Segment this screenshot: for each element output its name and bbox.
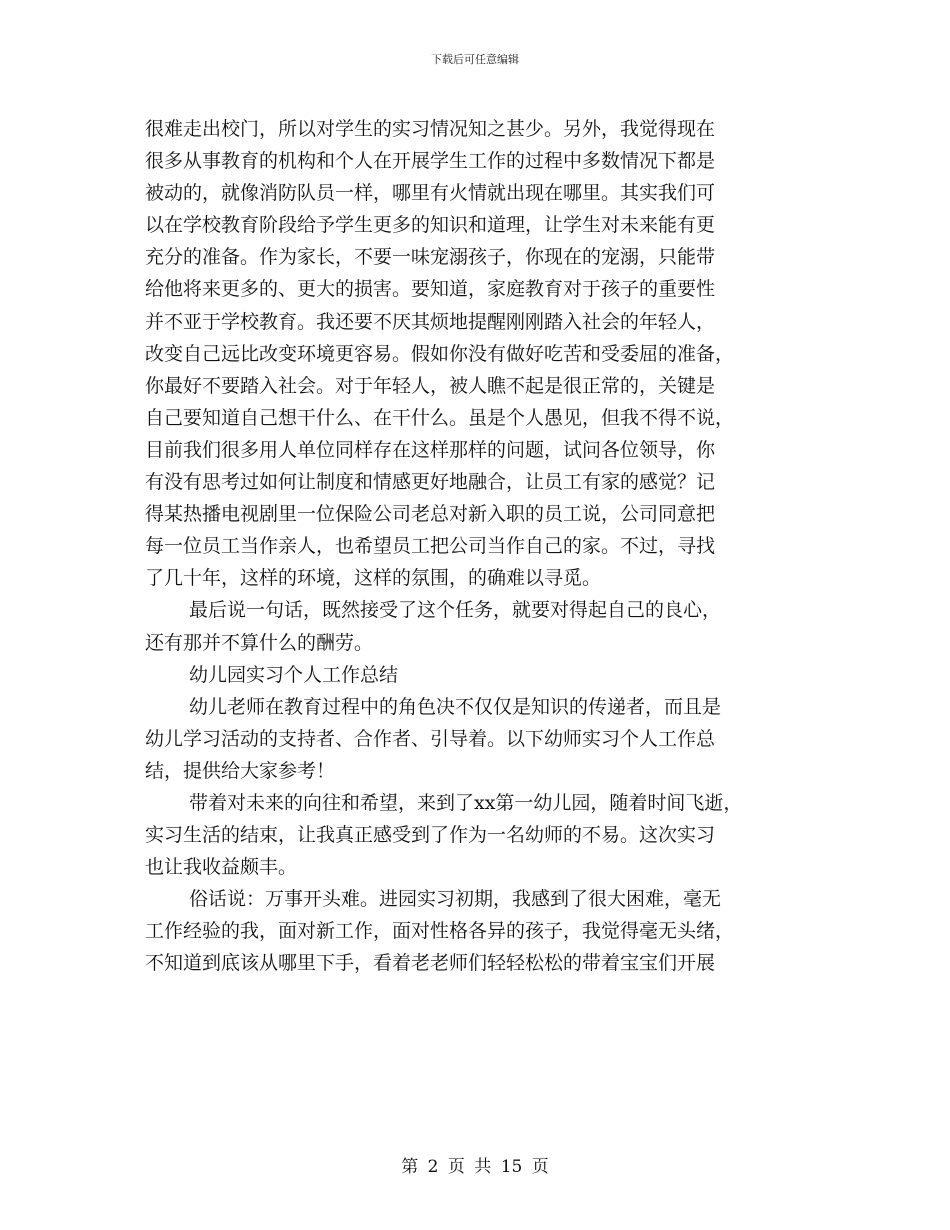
text-line: 很多从事教育的机构和个人在开展学生工作的过程中多数情况下都是 <box>145 150 716 173</box>
text-line: 实习生活的结束，让我真正感受到了作为一名幼师的不易。这次实习 <box>145 824 716 847</box>
text-line: 幼儿学习活动的支持者、合作者、引导着。以下幼师实习个人工作总 <box>145 727 716 750</box>
text-line: 你最好不要踏入社会。对于年轻人，被人瞧不起是很正常的，关键是 <box>145 374 716 397</box>
text-line: 工作经验的我，面对新工作，面对性格各异的孩子，我觉得毫无头绪， <box>145 920 735 943</box>
text-line: 很难走出校门，所以对学生的实习情况知之甚少。另外，我觉得现在 <box>145 118 716 140</box>
text-line: 俗话说：万事开头难。进园实习初期，我感到了很大困难，毫无 <box>189 888 722 911</box>
text-line: 自己要知道自己想干什么、在干什么。虽是个人愚见，但我不得不说， <box>145 406 735 429</box>
section-heading: 幼儿园实习个人工作总结 <box>189 663 399 686</box>
page-header: 下载后可任意编辑 <box>431 53 519 66</box>
text-line: 不知道到底该从哪里下手，看着老老师们轻轻松松的带着宝宝们开展 <box>145 952 716 975</box>
text-line: 带着对未来的向往和希望，来到了xx第一幼儿园，随着时间飞逝， <box>189 791 743 814</box>
text-line: 改变自己远比改变环境更容易。假如你没有做好吃苦和受委屈的准备， <box>145 342 735 365</box>
document-body <box>145 113 805 980</box>
text-line: 并不亚于学校教育。我还要不厌其烦地提醒刚刚踏入社会的年轻人， <box>145 310 716 333</box>
text-line: 最后说一句话，既然接受了这个任务，就要对得起自己的良心， <box>189 599 722 622</box>
text-line: 结，提供给大家参考！ <box>145 759 336 782</box>
text-line: 还有那并不算什么的酬劳。 <box>145 631 374 654</box>
text-line: 幼儿老师在教育过程中的角色决不仅仅是知识的传递者，而且是 <box>189 695 722 718</box>
text-line: 给他将来更多的、更大的损害。要知道，家庭教育对于孩子的重要性 <box>145 278 716 301</box>
text-line: 每一位员工当作亲人，也希望员工把公司当作自己的家。不过，寻找 <box>145 535 716 558</box>
text-line: 以在学校教育阶段给予学生更多的知识和道理，让学生对未来能有更 <box>145 214 716 237</box>
text-line: 了几十年，这样的环境，这样的氛围，的确难以寻觅。 <box>145 567 602 590</box>
text-line: 有没有思考过如何让制度和情感更好地融合，让员工有家的感觉？记 <box>145 471 716 494</box>
page-footer: 第 2 页 共 15 页 <box>401 1157 549 1177</box>
text-line: 得某热播电视剧里一位保险公司老总对新入职的员工说，公司同意把 <box>145 503 716 526</box>
text-line: 充分的准备。作为家长，不要一味宠溺孩子，你现在的宠溺，只能带 <box>145 246 716 269</box>
text-line: 目前我们很多用人单位同样存在这样那样的问题，试问各位领导，你 <box>145 438 716 461</box>
text-line: 也让我收益颇丰。 <box>145 856 298 879</box>
text-line: 被动的，就像消防队员一样，哪里有火情就出现在哪里。其实我们可 <box>145 182 716 205</box>
